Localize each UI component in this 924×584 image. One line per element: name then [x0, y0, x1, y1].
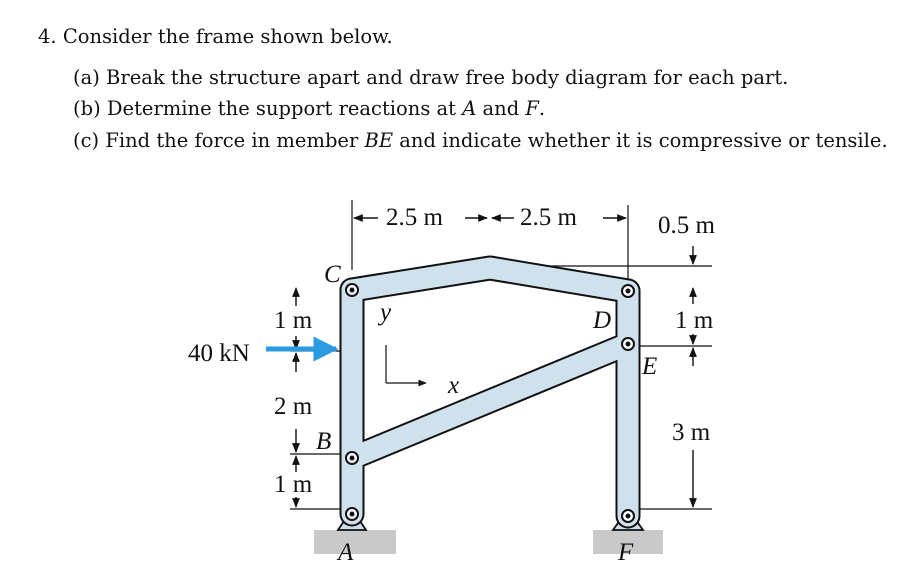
part-b: (b) Determine the support reactions at A and F. — [73, 97, 546, 120]
axis-x-label: x — [448, 372, 460, 399]
axes — [386, 345, 426, 383]
point-d-label: D — [593, 307, 612, 334]
part-c: (c) Find the force in member BE and indicate whether it is compressive or tensile. — [73, 129, 888, 152]
point-a-label: A — [338, 539, 354, 566]
point-c-label: C — [324, 261, 341, 288]
load-label: 40 kN — [188, 340, 250, 367]
point-b-label: B — [316, 428, 332, 455]
dim-right-1: 1 m — [675, 307, 714, 334]
dim-top-left: 2.5 m — [386, 204, 443, 231]
dim-left-2: 2 m — [274, 393, 313, 420]
point-e-label: E — [642, 353, 658, 380]
dim-top-mid: 2.5 m — [520, 204, 577, 231]
part-a: (a) Break the structure apart and draw free body diagram for each part. — [73, 66, 789, 89]
dim-top-right: 0.5 m — [658, 212, 715, 239]
support-ground-a — [314, 530, 396, 554]
problem-number: 4. — [38, 25, 57, 48]
member-be — [352, 344, 628, 458]
problem-stem-text: Consider the frame shown below. — [62, 25, 393, 48]
axis-y-label: y — [380, 299, 392, 326]
dim-left-1: 1 m — [274, 307, 313, 334]
dim-left-3: 1 m — [274, 471, 313, 498]
point-f-label: F — [618, 539, 634, 566]
dim-right-2: 3 m — [672, 419, 711, 446]
